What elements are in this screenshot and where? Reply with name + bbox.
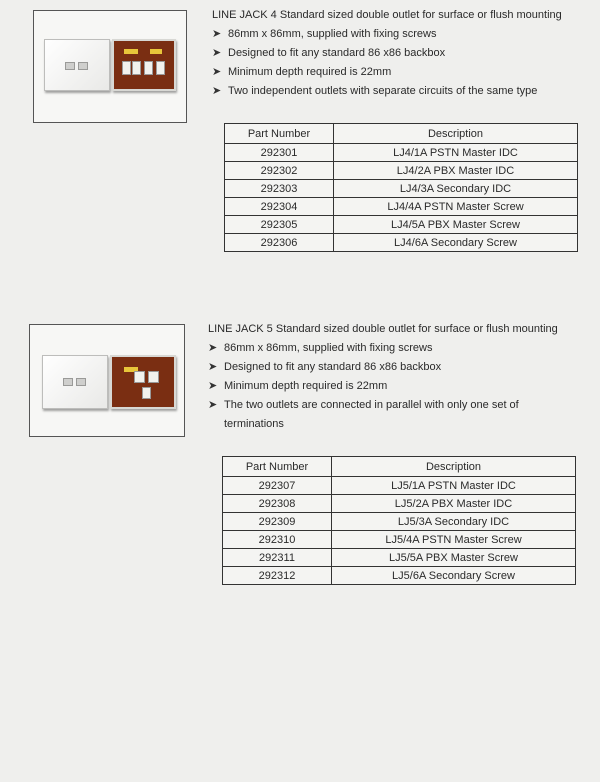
description-cell: LJ4/2A PBX Master IDC	[334, 162, 578, 180]
product-section-line-jack-5	[208, 320, 558, 434]
table-row	[223, 513, 576, 531]
socket-icon	[76, 378, 86, 386]
header-description: Description	[334, 124, 578, 144]
feature-item: ➤ Designed to fit any standard 86 x86 backbox	[208, 358, 558, 377]
table-row	[223, 495, 576, 513]
table-header-row	[223, 457, 576, 477]
faceplate-image	[42, 355, 108, 409]
arrow-bullet-icon: ➤	[208, 342, 218, 354]
description-cell: LJ5/6A Secondary Screw	[332, 567, 576, 585]
part-number-cell: 292306	[225, 234, 334, 252]
feature-item: ➤ Minimum depth required is 22mm	[208, 377, 558, 396]
table-row	[225, 162, 578, 180]
part-number-cell: 292311	[223, 549, 332, 567]
part-number-cell: 292305	[225, 216, 334, 234]
part-number-cell: 292309	[223, 513, 332, 531]
socket-icon	[78, 62, 88, 70]
arrow-bullet-icon: ➤	[208, 380, 218, 392]
feature-item: ➤ 86mm x 86mm, supplied with fixing screws	[208, 339, 558, 358]
description-cell: LJ4/4A PSTN Master Screw	[334, 198, 578, 216]
header-part-number: Part Number	[225, 124, 334, 144]
arrow-bullet-icon: ➤	[208, 399, 218, 411]
socket-icon	[63, 378, 73, 386]
description-cell: LJ4/6A Secondary Screw	[334, 234, 578, 252]
table-row	[223, 549, 576, 567]
part-number-cell: 292301	[225, 144, 334, 162]
description-cell: LJ5/3A Secondary IDC	[332, 513, 576, 531]
part-number-cell: 292303	[225, 180, 334, 198]
description-cell: LJ4/3A Secondary IDC	[334, 180, 578, 198]
description-cell: LJ4/5A PBX Master Screw	[334, 216, 578, 234]
feature-item-continuation: terminations	[224, 418, 284, 430]
table-row	[223, 477, 576, 495]
faceplate-image	[44, 39, 110, 91]
description-cell: LJ5/1A PSTN Master IDC	[332, 477, 576, 495]
product-section-line-jack-4	[212, 6, 562, 101]
feature-item: ➤ Minimum depth required is 22mm	[212, 63, 562, 82]
header-description: Description	[332, 457, 576, 477]
product-photo-line-jack-5	[29, 324, 185, 437]
description-cell: LJ5/4A PSTN Master Screw	[332, 531, 576, 549]
table-row	[225, 234, 578, 252]
product-title: LINE JACK 4 Standard sized double outlet for surface or flush mounting	[212, 9, 562, 21]
header-part-number: Part Number	[223, 457, 332, 477]
table-row	[223, 567, 576, 585]
socket-icon	[65, 62, 75, 70]
product-photo-line-jack-4	[33, 10, 187, 123]
feature-item: ➤ The two outlets are connected in parallel with only one set of	[208, 396, 558, 415]
arrow-bullet-icon: ➤	[212, 28, 222, 40]
part-number-cell: 292312	[223, 567, 332, 585]
feature-item: ➤ 86mm x 86mm, supplied with fixing screws	[212, 25, 562, 44]
description-cell: LJ4/1A PSTN Master IDC	[334, 144, 578, 162]
table-row	[225, 216, 578, 234]
parts-table-line-jack-5	[222, 456, 576, 585]
backplate-image	[110, 355, 176, 409]
part-number-cell: 292304	[225, 198, 334, 216]
part-number-cell: 292308	[223, 495, 332, 513]
product-title: LINE JACK 5 Standard sized double outlet for surface or flush mounting	[208, 323, 558, 335]
table-row	[225, 180, 578, 198]
arrow-bullet-icon: ➤	[212, 47, 222, 59]
description-cell: LJ5/2A PBX Master IDC	[332, 495, 576, 513]
part-number-cell: 292310	[223, 531, 332, 549]
description-cell: LJ5/5A PBX Master Screw	[332, 549, 576, 567]
arrow-bullet-icon: ➤	[208, 361, 218, 373]
part-number-cell: 292302	[225, 162, 334, 180]
arrow-bullet-icon: ➤	[212, 85, 222, 97]
part-number-cell: 292307	[223, 477, 332, 495]
table-row	[225, 198, 578, 216]
parts-table-line-jack-4	[224, 123, 578, 252]
feature-item: ➤ Two independent outlets with separate circuits of the same type	[212, 82, 562, 101]
feature-item: ➤ Designed to fit any standard 86 x86 backbox	[212, 44, 562, 63]
table-row	[223, 531, 576, 549]
arrow-bullet-icon: ➤	[212, 66, 222, 78]
backplate-image	[112, 39, 176, 91]
table-header-row	[225, 124, 578, 144]
table-row	[225, 144, 578, 162]
